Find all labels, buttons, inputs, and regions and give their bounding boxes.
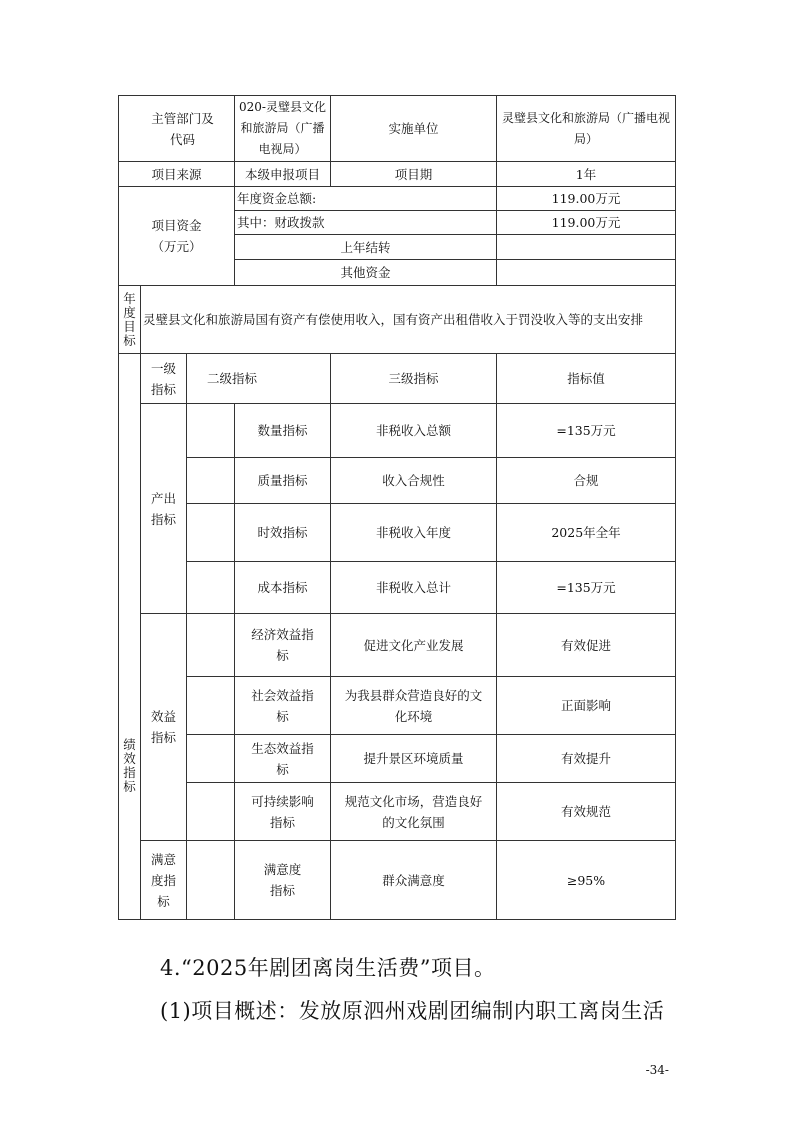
table-row	[119, 504, 676, 562]
goal-value: 灵璧县文化和旅游局国有资产有偿使用收入，国有资产出租借收入于罚没收入等的支出安排	[141, 286, 676, 354]
row-l2: 社会效益指标	[235, 677, 331, 735]
table-row	[119, 783, 676, 841]
funds-other-label: 其他资金	[235, 260, 497, 286]
row-l2: 生态效益指标	[235, 735, 331, 783]
row-l3: 收入合规性	[331, 458, 497, 504]
row-value: 2025年全年	[497, 504, 676, 562]
table-row	[119, 96, 676, 162]
impl-label: 实施单位	[331, 96, 497, 162]
table-row	[119, 735, 676, 783]
performance-table	[118, 95, 676, 920]
row-l3: 促进文化产业发展	[331, 614, 497, 677]
funds-total-label: 年度资金总额:	[235, 187, 497, 211]
section-heading: 4.“2025年剧团离岗生活费”项目。	[160, 956, 496, 980]
row-value: 有效提升	[497, 735, 676, 783]
table-row	[119, 841, 676, 920]
row-l3: 非税收入年度	[331, 504, 497, 562]
table-row	[119, 187, 676, 211]
impl-value: 灵璧县文化和旅游局（广播电视局）	[497, 96, 676, 162]
funds-carryover-label: 上年结转	[235, 235, 497, 260]
row-l2: 成本指标	[235, 562, 331, 614]
group-l1: 满意度指标	[141, 841, 187, 920]
row-l2: 满意度指标	[235, 841, 331, 920]
row-l3: 非税收入总额	[331, 404, 497, 458]
table-row	[119, 162, 676, 187]
row-value: ≥95%	[497, 841, 676, 920]
source-label: 项目来源	[119, 162, 235, 187]
row-l2: 质量指标	[235, 458, 331, 504]
table-row	[119, 562, 676, 614]
funds-carryover-value	[497, 235, 676, 260]
supervisor-value: 020-灵璧县文化和旅游局（广播电视局）	[235, 96, 331, 162]
row-value: 正面影响	[497, 677, 676, 735]
page-number: -34-	[645, 1063, 669, 1077]
source-value: 本级申报项目	[235, 162, 331, 187]
period-label: 项目期	[331, 162, 497, 187]
header-value: 指标值	[497, 354, 676, 404]
header-l3: 三级指标	[331, 354, 497, 404]
table-row	[119, 458, 676, 504]
group-l1: 产出指标	[141, 404, 187, 614]
row-value: 合规	[497, 458, 676, 504]
row-l3: 提升景区环境质量	[331, 735, 497, 783]
row-value: =135万元	[497, 404, 676, 458]
header-l2: 二级指标	[187, 354, 331, 404]
row-value: 有效促进	[497, 614, 676, 677]
supervisor-label: 主管部门及代码	[119, 96, 235, 162]
funds-other-value	[497, 260, 676, 286]
table-row	[119, 677, 676, 735]
row-l2: 经济效益指标	[235, 614, 331, 677]
funds-total-value: 119.00万元	[497, 187, 676, 211]
row-l3: 为我县群众营造良好的文化环境	[331, 677, 497, 735]
row-l3: 群众满意度	[331, 841, 497, 920]
table-row	[119, 286, 676, 354]
row-l3: 规范文化市场，营造良好的文化氛围	[331, 783, 497, 841]
body-paragraph: (1)项目概述：发放原泗州戏剧团编制内职工离岗生活	[160, 999, 665, 1023]
perf-label: 绩效指标	[119, 354, 141, 920]
table-row	[119, 404, 676, 458]
period-value: 1年	[497, 162, 676, 187]
funds-label: 项目资金（万元）	[119, 187, 235, 286]
group-l1: 效益指标	[141, 614, 187, 841]
row-l3: 非税收入总计	[331, 562, 497, 614]
goal-label: 年度目标	[119, 286, 141, 354]
row-value: =135万元	[497, 562, 676, 614]
funds-fiscal-value: 119.00万元	[497, 211, 676, 235]
row-l2: 数量指标	[235, 404, 331, 458]
row-value: 有效规范	[497, 783, 676, 841]
row-l2: 可持续影响指标	[235, 783, 331, 841]
table-row	[119, 354, 676, 404]
row-l2: 时效指标	[235, 504, 331, 562]
table-row	[119, 614, 676, 677]
header-l1: 一级指标	[141, 354, 187, 404]
funds-fiscal-label: 其中：财政拨款	[235, 211, 497, 235]
